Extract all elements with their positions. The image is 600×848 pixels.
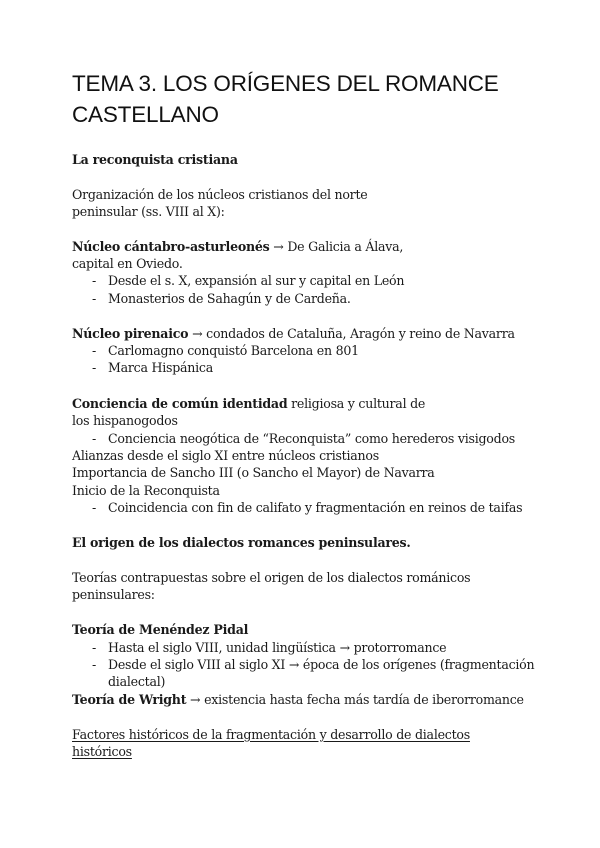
wright-text: → existencia hasta fecha más tardía de iberorromance [186,692,524,707]
list-item-text: Monasterios de Sahagún y de Cardeña. [108,291,351,306]
list-item-text: Coincidencia con fin de califato y fragmentación en reinos de taifas [108,500,523,515]
dash-bullet: - [92,360,97,375]
conciencia-label: Conciencia de común identidad [72,396,288,411]
pidal-label: Teoría de Menéndez Pidal [72,622,249,637]
list-item [92,342,359,359]
section-heading-reconquista: La reconquista cristiana [72,152,238,167]
text-line: Inicio de la Reconquista [72,483,220,498]
title-line-2: CASTELLANO [72,102,219,127]
dash-bullet: - [92,431,97,446]
wright-line [72,691,524,708]
dash-bullet: - [92,291,97,306]
list-item-text: Marca Hispánica [108,360,213,375]
wright-label: Teoría de Wright [72,692,187,707]
dash-bullet: - [92,500,97,515]
cantabro-line-2: capital en Oviedo. [72,256,183,271]
list-item [92,656,534,673]
dash-bullet: - [92,273,97,288]
pirenaico-label: Núcleo pirenaico [72,326,189,341]
conciencia-text: religiosa y cultural de [287,396,426,411]
list-item [92,290,351,307]
list-item-text: Hasta el siglo VIII, unidad lingüística → protorromance [108,640,447,655]
teorias-line-1: Teorías contrapuestas sobre el origen de los dialectos románicos [72,570,471,585]
dash-bullet: - [92,343,97,358]
title-line-1: TEMA 3. LOS ORÍGENES DEL ROMANCE [72,71,499,96]
list-item [92,359,213,376]
list-item-text: Desde el siglo VIII al siglo XI → época de los orígenes (fragmentación [108,657,535,672]
text-line: Importancia de Sancho III (o Sancho el Mayor) de Navarra [72,465,435,480]
pirenaico-text: → condados de Cataluña, Aragón y reino de Navarra [188,326,515,341]
page-title [72,68,542,130]
conciencia-line-2: los hispanogodos [72,413,178,428]
list-item [92,272,404,289]
list-item-text: Desde el s. X, expansión al sur y capital en León [108,273,405,288]
dash-bullet: - [92,640,97,655]
pirenaico-line [72,325,515,342]
dash-bullet: - [92,657,97,672]
teorias-line-2: peninsulares: [72,587,155,602]
factores-heading-line-1: Factores históricos de la fragmentación y desarrollo de dialectos [72,727,470,742]
list-item-text: Carlomagno conquistó Barcelona en 801 [108,343,359,358]
list-item [92,499,522,516]
list-item [92,639,446,656]
cantabro-label: Núcleo cántabro-asturleonés [72,239,270,254]
list-item-text: Conciencia neogótica de “Reconquista” como herederos visigodos [108,431,515,446]
intro-line-2: peninsular (ss. VIII al X): [72,204,225,219]
factores-heading-line-2: históricos [72,744,132,759]
list-item [92,430,515,447]
list-item-continuation: dialectal) [108,674,166,689]
conciencia-line [72,395,425,412]
section-heading-dialectos: El origen de los dialectos romances peninsulares. [72,535,411,550]
text-line: Alianzas desde el siglo XI entre núcleos cristianos [72,448,379,463]
cantabro-text: → De Galicia a Álava, [269,239,404,254]
cantabro-line [72,238,403,255]
intro-line-1: Organización de los núcleos cristianos del norte [72,187,368,202]
